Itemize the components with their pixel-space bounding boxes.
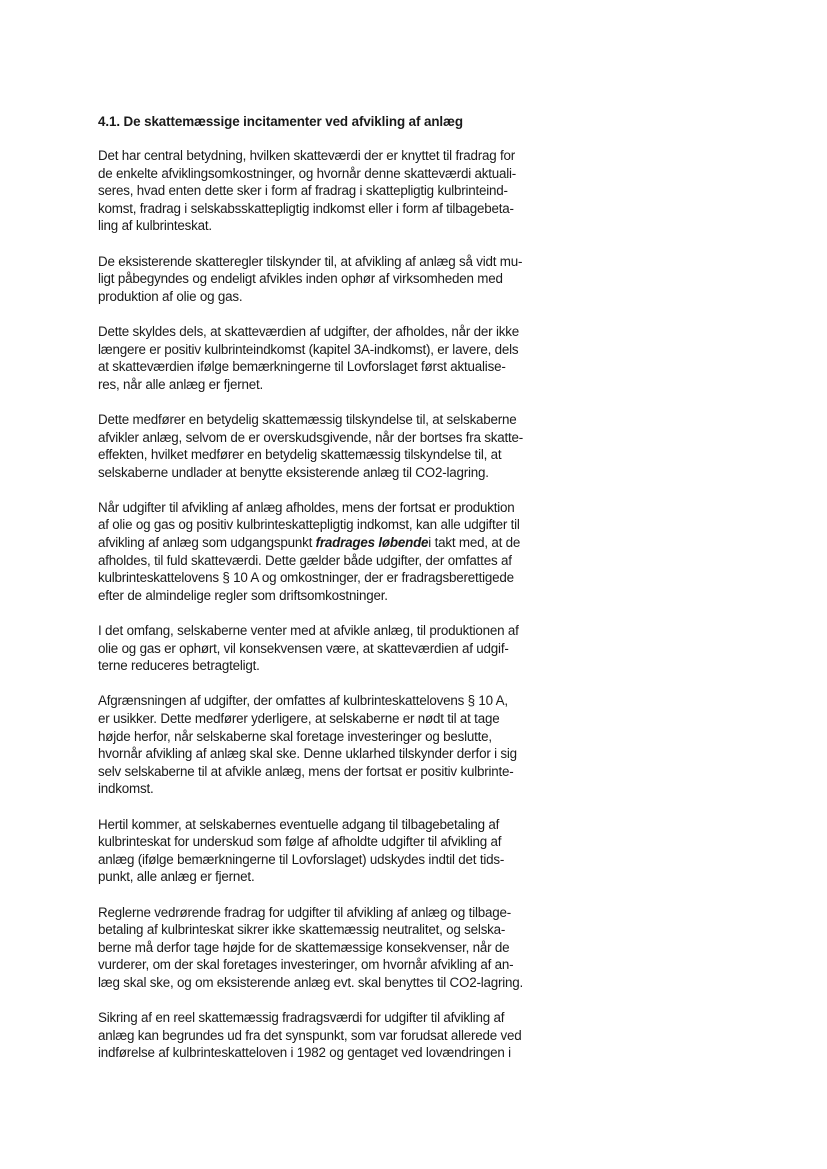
text-line-with-emphasis: [98, 534, 558, 552]
text-line: Hertil kommer, at selskabernes eventuelle adgang til tilbagebetaling af: [98, 816, 500, 832]
text-line: Når udgifter til afvikling af anlæg afholdes, mens der fortsat er produktion: [98, 499, 515, 515]
text-line: indkomst.: [98, 781, 154, 797]
paragraph-7: [98, 692, 558, 798]
paragraph-3: [98, 323, 558, 393]
text-line: olie og gas er ophørt, vil konsekvensen være, at skatteværdien af udgif-: [98, 640, 509, 656]
text-line: længere er positiv kulbrinteindkomst (kapitel 3A-indkomst), er lavere, dels: [98, 341, 519, 357]
text-line: de enkelte afviklingsomkostninger, og hvornår denne skatteværdi aktuali-: [98, 165, 517, 181]
text-line: afvikler anlæg, selvom de er overskudsgivende, når der bortses fra skatte-: [98, 429, 524, 445]
text-line: efter de almindelige regler som driftsomkostninger.: [98, 587, 388, 603]
emphasis-text: fradrages løbende: [315, 535, 429, 551]
text-line: kulbrinteskattelovens § 10 A og omkostninger, der er fradragsberettigede: [98, 570, 514, 586]
text-line: effekten, hvilket medfører en betydelig skattemæssig tilskyndelse til, at: [98, 447, 502, 463]
paragraph-4: [98, 411, 558, 481]
paragraph-9: [98, 904, 558, 992]
text-segment: afvikling af anlæg som udgangspunkt: [98, 535, 316, 551]
paragraph-5: [98, 499, 558, 605]
text-line: anlæg kan begrundes ud fra det synspunkt, som var forudsat allerede ved: [98, 1027, 522, 1043]
text-line: kulbrinteskat for underskud som følge af afholdte udgifter til afvikling af: [98, 834, 502, 850]
text-line: Dette skyldes dels, at skatteværdien af udgifter, der afholdes, når der ikke: [98, 323, 519, 339]
text-line: er usikker. Dette medfører yderligere, at selskaberne er nødt til at tage: [98, 711, 500, 726]
paragraph-1: [98, 147, 558, 235]
text-line: betaling af kulbrinteskat sikrer ikke skattemæssig neutralitet, og selska-: [98, 922, 506, 938]
text-line: komst, fradrag i selskabsskattepligtig indkomst eller i form af tilbagebeta-: [98, 200, 514, 216]
text-line: at skatteværdien ifølge bemærkningerne til Lovforslaget først aktualise-: [98, 359, 506, 375]
text-line: seres, hvad enten dette sker i form af fradrag i skattepligtig kulbrinteind-: [98, 183, 508, 199]
text-line: Afgrænsningen af udgifter, der omfattes af kulbrinteskattelovens § 10 A,: [98, 693, 508, 709]
text-line: selv selskaberne til at afvikle anlæg, mens der fortsat er positiv kulbrinte-: [98, 763, 514, 779]
text-line: Reglerne vedrørende fradrag for udgifter til afvikling af anlæg og tilbage-: [98, 904, 511, 920]
paragraph-6: [98, 622, 558, 675]
text-line: anlæg (ifølge bemærkningerne til Lovforslaget) udskydes indtil det tids-: [98, 851, 505, 867]
text-line: De eksisterende skatteregler tilskynder til, at afvikling af anlæg så vidt mu-: [98, 253, 523, 269]
section-heading: 4.1. De skattemæssige incitamenter ved afvikling af anlæg: [98, 114, 463, 129]
text-line: I det omfang, selskaberne venter med at afvikle anlæg, til produktionen af: [98, 623, 519, 639]
text-line: af olie og gas og positiv kulbrinteskattepligtig indkomst, kan alle udgifter til: [98, 517, 520, 533]
text-line: vurderer, om der skal foretages investeringer, om hvornår afvikling af an-: [98, 957, 514, 973]
text-segment: i takt med, at de: [428, 535, 521, 551]
text-line: højde herfor, når selskaberne skal foretage investeringer og beslutte,: [98, 728, 492, 744]
text-line: ligt påbegyndes og endeligt afvikles inden ophør af virksomheden med: [98, 271, 503, 287]
text-line: afholdes, til fuld skatteværdi. Dette gælder både udgifter, der omfattes af: [98, 552, 512, 568]
text-line: berne må derfor tage højde for de skattemæssige konsekvenser, når de: [98, 939, 510, 955]
text-line: Dette medfører en betydelig skattemæssig tilskyndelse til, at selskaberne: [98, 411, 517, 427]
paragraph-8: [98, 816, 558, 886]
text-line: selskaberne undlader at benytte eksisterende anlæg til CO2-lagring.: [98, 464, 489, 480]
text-line: hvornår afvikling af anlæg skal ske. Denne uklarhed tilskynder derfor i sig: [98, 746, 517, 762]
text-line: indførelse af kulbrinteskatteloven i 1982 og gentaget ved lovændringen i: [98, 1045, 511, 1061]
text-line: ling af kulbrinteskat.: [98, 218, 212, 234]
text-line: res, når alle anlæg er fjernet.: [98, 376, 263, 392]
text-line: læg skal ske, og om eksisterende anlæg evt. skal benyttes til CO2-lagring.: [98, 974, 524, 990]
text-line: terne reduceres betragteligt.: [98, 658, 260, 674]
paragraph-10: [98, 1009, 558, 1062]
text-line: Det har central betydning, hvilken skatteværdi der er knyttet til fradrag for: [98, 148, 516, 163]
document-page: [98, 113, 558, 1079]
text-line: punkt, alle anlæg er fjernet.: [98, 869, 255, 885]
text-line: produktion af olie og gas.: [98, 288, 243, 304]
text-line: Sikring af en reel skattemæssig fradragsværdi for udgifter til afvikling af: [98, 1010, 505, 1026]
paragraph-2: [98, 253, 558, 306]
